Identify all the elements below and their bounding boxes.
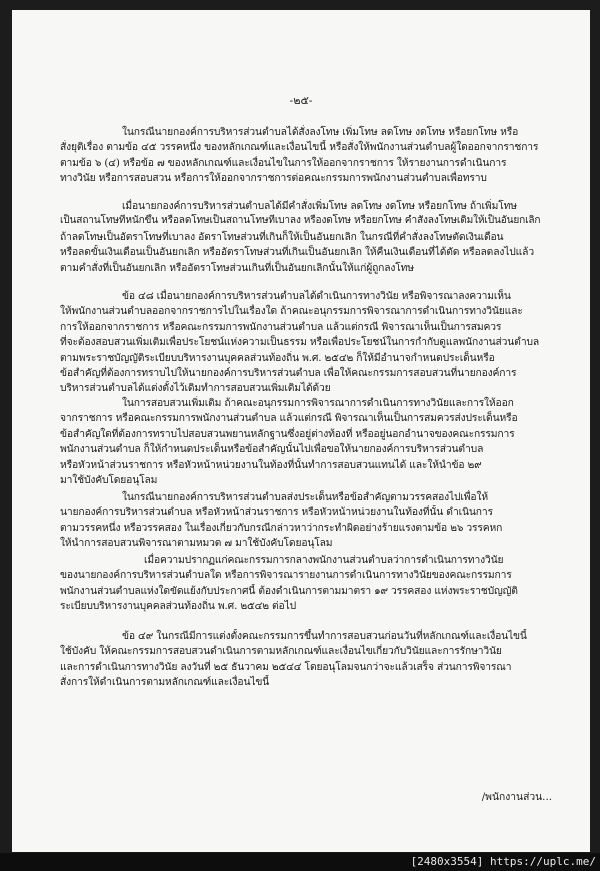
text-line: ในกรณีนายกองค์การบริหารส่วนตำบลส่งประเด็นหรือข้อสำคัญตามวรรคสองไปเพื่อให้: [122, 491, 488, 503]
text-line: การให้ออกจากราชการ หรือคณะกรรมการพนักงานส่วนตำบล แล้วแต่กรณี พิจารณาเห็นเป็นการสมควร: [60, 320, 502, 333]
text-line: ตามวรรคหนึ่ง หรือวรรคสอง ในเรื่องเกี่ยวกับกรณีกล่าวหาว่ากระทำผิดอย่างร้ายแรงตามข้อ ๒๖ วรรคหก: [60, 521, 503, 534]
text-line: เมื่อนายกองค์การบริหารส่วนตำบลได้มีคำสั่งเพิ่มโทษ ลดโทษ งดโทษ หรือยกโทษ ถ้าเพิ่มโทษ: [122, 200, 517, 212]
text-line: เมื่อความปรากฏแก่คณะกรรมการกลางพนักงานส่วนตำบลว่าการดำเนินการทางวินัย: [144, 554, 504, 566]
text-line: มาใช้บังคับโดยอนุโลม: [60, 474, 158, 486]
text-line: บริหารส่วนตำบลได้แต่งตั้งไว้เดิมทำการสอบสวนเพิ่มเติมได้ด้วย: [60, 382, 331, 395]
text-line: เป็นสถานโทษที่หนักขึ้น หรือลดโทษเป็นสถานโทษที่เบาลง หรืองดโทษ หรือยกโทษ คำสั่งลงโทษเดิมให้เป็นอันยกเลิก: [60, 215, 541, 227]
text-line: ข้อสำคัญใดที่ต้องการทราบไปสอบสวนพยานหลักฐานซึ่งอยู่ต่างท้องที่ หรืออยู่นอกอำนาจของคณะกรรมการ: [60, 427, 515, 440]
text-line: ใช้บังคับ ให้คณะกรรมการสอบสวนดำเนินการตามหลักเกณฑ์และเงื่อนไขเกี่ยวกับวินัยและการรักษาวินัย: [60, 645, 502, 658]
text-line: ข้อ ๔๙ ในกรณีมีการแต่งตั้งคณะกรรมการขึ้นทำการสอบสวนก่อนวันที่หลักเกณฑ์และเงื่อนไขนี้: [122, 630, 527, 642]
text-line: และการดำเนินการทางวินัย ลงวันที่ ๒๕ ธันวาคม ๒๕๔๔ โดยอนุโลมจนกว่าจะแล้วเสร็จ ส่วนการพิจารณา: [60, 660, 512, 673]
text-line: ให้นำการสอบสวนพิจารณาตามหมวด ๗ มาใช้บังคับโดยอนุโลม: [60, 537, 333, 550]
text-line: ที่จะต้องสอบสวนเพิ่มเติมเพื่อประโยชน์แห่งความเป็นธรรม หรือเพื่อประโยชน์ในการกำกับดูแลพนักงานส่วนตำบล: [60, 336, 540, 349]
document-page: [12, 10, 590, 852]
text-line: ระเบียบบริหารงานบุคคลส่วนท้องถิ่น พ.ศ. ๒๕๔๒ ต่อไป: [60, 600, 296, 613]
text-line: นายกองค์การบริหารส่วนตำบล หรือหัวหน้าส่วนราชการ หรือหัวหน้าหน่วยงานในท้องที่นั้น ดำเนินการ: [60, 506, 493, 519]
text-line: สั่งยุติเรื่อง ตามข้อ ๔๕ วรรคหนึ่ง ของหลักเกณฑ์และเงื่อนไขนี้ หรือสั่งให้พนักงานส่วนตำบลผู้ใดออกจากราชการ: [60, 141, 539, 154]
text-line: ของนายกองค์การบริหารส่วนตำบลใด หรือการพิจารณารายงานการดำเนินการทางวินัยของคณะกรรมการ: [60, 569, 512, 582]
text-line: พนักงานส่วนตำบลแห่งใดขัดแย้งกับประกาศนี้ ต้องดำเนินการตามมาตรา ๑๙ วรรคสอง แห่งพระราชบัญญัติ: [60, 584, 518, 597]
text-line: หรือหัวหน้าส่วนราชการ หรือหัวหน้าหน่วยงานในท้องที่นั้นทำการสอบสวนแทนได้ และให้นำข้อ ๒๙: [60, 458, 482, 471]
page-number: -๒๕-: [289, 94, 313, 107]
continuation-note: /พนักงานส่วน...: [481, 791, 552, 803]
text-line: ตามพระราชบัญญัติระเบียบบริหารงานบุคคลส่วนท้องถิ่น พ.ศ. ๒๕๔๒ ก็ให้มีอำนาจกำหนดประเด็นหรือ: [60, 351, 495, 364]
text-line: ถ้าลดโทษเป็นอัตราโทษที่เบาลง อัตราโทษส่วนที่เกินก็ให้เป็นอันยกเลิก ในกรณีที่คำสั่งลงโทษตัดเงินเดือน: [60, 230, 504, 243]
text-line: ทางวินัย หรือการสอบสวน หรือการให้ออกจากราชการต่อคณะกรรมการพนักงานส่วนตำบลเพื่อทราบ: [60, 172, 487, 185]
image-size-url-watermark: [2480x3554] https://uplc.me/: [0, 853, 600, 871]
text-line: ข้อ ๔๘ เมื่อนายกองค์การบริหารส่วนตำบลได้ดำเนินการทางวินัย หรือพิจารณาลงความเห็น: [122, 290, 511, 302]
text-line: สั่งการให้ดำเนินการตามหลักเกณฑ์และเงื่อนไขนี้: [60, 676, 270, 689]
text-line: ในการสอบสวนเพิ่มเติม ถ้าคณะอนุกรรมการพิจารณาการดำเนินการทางวินัยและการให้ออก: [122, 397, 514, 409]
text-line: พนักงานส่วนตำบล ก็ให้กำหนดประเด็นหรือข้อสำคัญนั้นไปเพื่อขอให้นายกองค์การบริหารส่วนตำบล: [60, 443, 484, 456]
text-line: ตามคำสั่งที่เป็นอันยกเลิก หรืออัตราโทษส่วนเกินที่เป็นอันยกเลิกนั้นให้แก่ผู้ถูกลงโทษ: [60, 261, 414, 274]
text-line: จากราชการ หรือคณะกรรมการพนักงานส่วนตำบล แล้วแต่กรณี พิจารณาเห็นเป็นการสมควรส่งประเด็นหรือ: [60, 412, 518, 425]
text-line: หรือลดขั้นเงินเดือนเป็นอันยกเลิก หรืออัตราโทษส่วนที่เกินเป็นอันยกเลิก ให้คืนเงินเดือนที่ได้ตัด หรือลดลงไปแล้ว: [60, 246, 534, 259]
text-line: ให้พนักงานส่วนตำบลออกจากราชการไปในเรื่องใด ถ้าคณะอนุกรรมการพิจารณาการดำเนินการทางวินัยและ: [60, 305, 523, 318]
text-line: ตามข้อ ๖ (๔) หรือข้อ ๗ ของหลักเกณฑ์และเงื่อนไขในการให้ออกจากราชการ ให้รายงานการดำเนินการ: [60, 156, 507, 169]
text-line: ข้อสำคัญที่ต้องการทราบไปให้นายกองค์การบริหารส่วนตำบล เพื่อให้คณะกรรมการสอบสวนที่นายกองค์การ: [60, 367, 517, 379]
text-line: ในกรณีนายกองค์การบริหารส่วนตำบลได้สั่งลงโทษ เพิ่มโทษ ลดโทษ งดโทษ หรือยกโทษ หรือ: [122, 126, 519, 138]
